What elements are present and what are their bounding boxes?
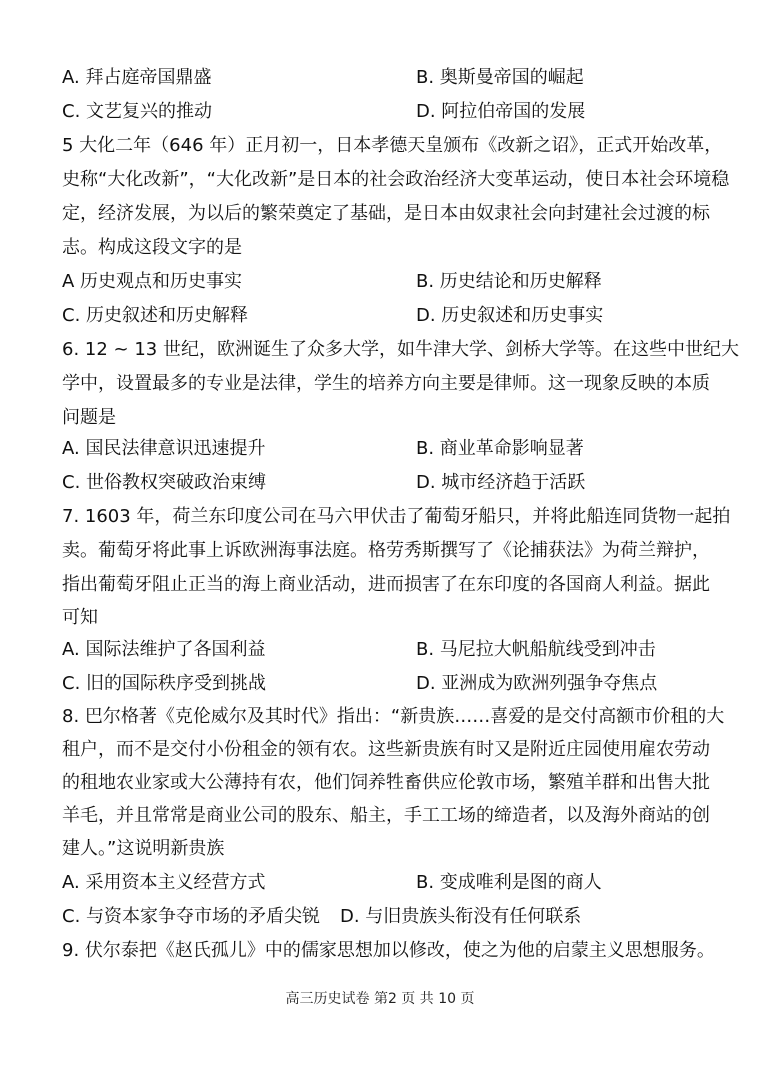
q8-stem-line-3: 的租地农业家或大公薄持有农，他们饲养牲畜供应伦敦市场，繁殖羊群和出售大批 [62,772,710,793]
q5-option-b: B. 历史结论和历史解释 [416,271,602,292]
q8-stem-line-1: 8. 巴尔格著《克伦威尔及其时代》指出：“新贵族……喜爱的是交付高额市价租的大 [62,706,725,727]
q5-stem-line-1: 5 大化二年（646 年）正月初一，日本孝德天皇颁布《改新之诏》，正式开始改革， [62,135,723,156]
q8-option-b: B. 变成唯利是图的商人 [416,872,602,893]
q5-option-d: D. 历史叙述和历史事实 [416,305,604,326]
q8-option-a: A. 采用资本主义经营方式 [62,872,266,893]
q8-stem-line-2: 租户，而不是交付小份租金的领有农。这些新贵族有时又是附近庄园使用雇农劳动 [62,739,710,760]
q6-option-c: C. 世俗教权突破政治束缚 [62,472,267,493]
q4-option-d: D. 阿拉伯帝国的发展 [416,101,586,122]
q7-option-d: D. 亚洲成为欧洲列强争夺焦点 [416,673,658,694]
q7-stem-line-3: 指出葡萄牙阻止正当的海上商业活动，进而损害了在东印度的各国商人利益。据此 [62,574,710,595]
q6-option-a: A. 国民法律意识迅速提升 [62,438,266,459]
q4-option-b: B. 奥斯曼帝国的崛起 [416,67,584,88]
q5-stem-line-3: 定，经济发展，为以后的繁荣奠定了基础，是日本由奴隶社会向封建社会过渡的标 [62,203,710,224]
q4-option-a: A. 拜占庭帝国鼎盛 [62,67,212,88]
page-footer: 高三历史试卷 第2 页 共 10 页 [285,991,475,1007]
q7-stem-line-1: 7. 1603 年，荷兰东印度公司在马六甲伏击了葡萄牙船只，并将此船连同货物一起拍 [62,506,731,527]
q6-stem-line-2: 学中，设置最多的专业是法律，学生的培养方向主要是律师。这一现象反映的本质 [62,373,710,394]
q5-option-a: A 历史观点和历史事实 [62,271,243,292]
q5-option-c: C. 历史叙述和历史解释 [62,305,249,326]
q9-stem-line-1: 9. 伏尔泰把《赵氏孤儿》中的儒家思想加以修改，使之为他的启蒙主义思想服务。 [62,940,715,961]
q6-option-b: B. 商业革命影响显著 [416,438,584,459]
q6-option-d: D. 城市经济趋于活跃 [416,472,586,493]
q8-stem-line-4: 羊毛，并且常常是商业公司的股东、船主，手工工场的缔造者，以及海外商站的创 [62,805,710,826]
q7-option-c: C. 旧的国际秩序受到挑战 [62,673,267,694]
q8-stem-line-5: 建人。”这说明新贵族 [62,838,225,859]
q5-stem-line-2: 史称“大化改新”，“大化改新”是日本的社会政治经济大变革运动，使日本社会环境稳 [62,169,730,190]
q5-stem-line-4: 志。构成这段文字的是 [62,237,242,258]
q7-option-b: B. 马尼拉大帆船航线受到冲击 [416,639,656,660]
q7-stem-line-4: 可知 [62,607,98,628]
q7-option-a: A. 国际法维护了各国利益 [62,639,266,660]
q6-stem-line-1: 6. 12 ~ 13 世纪，欧洲诞生了众多大学，如牛津大学、剑桥大学等。在这些中世纪大 [62,339,739,360]
q6-stem-line-3: 问题是 [62,407,116,428]
q8-option-d: D. 与旧贵族头衔没有任何联系 [340,906,582,927]
q4-option-c: C. 文艺复兴的推动 [62,101,213,122]
q8-option-c: C. 与资本家争夺市场的矛盾尖锐 [62,906,321,927]
q7-stem-line-2: 卖。葡萄牙将此事上诉欧洲海事法庭。格劳秀斯撰写了《论捕获法》为荷兰辩护， [62,540,710,561]
